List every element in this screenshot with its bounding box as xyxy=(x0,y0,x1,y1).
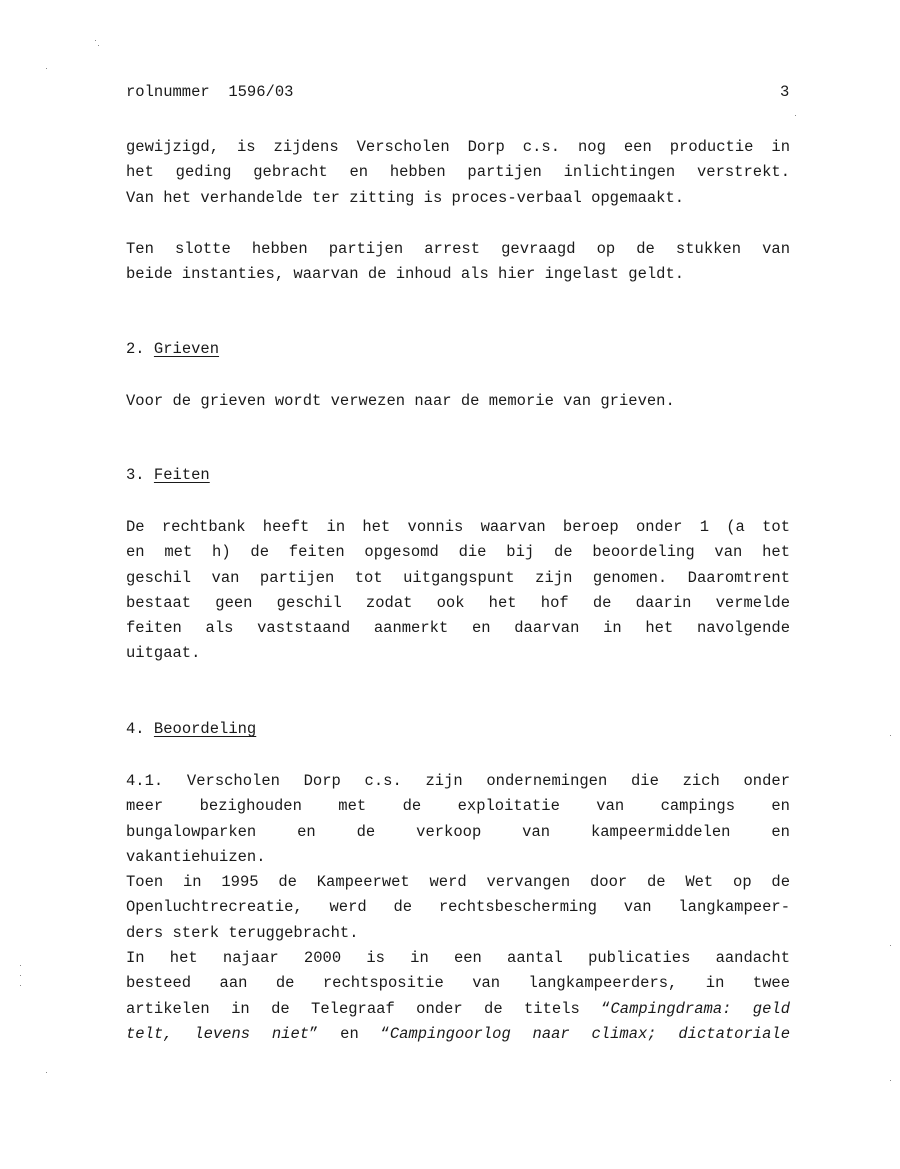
text-line: Voor de grieven wordt verwezen naar de memorie van grieven. xyxy=(126,392,675,410)
text-line: en met h) de feiten opgesomd die bij de beoordeling van het xyxy=(126,543,790,562)
grieven-paragraph xyxy=(126,389,790,414)
text-line xyxy=(126,1022,790,1047)
text-line: beide instanties, waarvan de inhoud als hier ingelast geldt. xyxy=(126,265,685,284)
page-header xyxy=(126,83,293,101)
scan-speck xyxy=(890,735,891,736)
text-line: Openluchtrecreatie, werd de rechtsbescherming van langkampeer- xyxy=(126,898,790,917)
text-line xyxy=(126,997,790,1022)
text-line: bestaat geen geschil zodat ook het hof de daarin vermelde xyxy=(126,593,790,612)
section-number: 4. xyxy=(126,720,145,738)
text-segment: ” en “ xyxy=(309,1024,390,1043)
text-segment: artikelen in de Telegraaf onder de titels “ xyxy=(126,999,611,1018)
article-title-1-end: telt, levens niet xyxy=(126,1024,310,1043)
intro-paragraph xyxy=(126,135,790,211)
text-line: Toen in 1995 de Kampeerwet werd vervangen door de Wet op de xyxy=(126,873,790,892)
text-line: bungalowparken en de verkoop van kampeermiddelen en xyxy=(126,822,790,841)
section-heading-feiten xyxy=(126,466,210,484)
section-number: 3. xyxy=(126,466,145,484)
scan-speck xyxy=(795,115,796,116)
beoordeling-paragraph xyxy=(126,769,790,1047)
article-title-1: Campingdrama: geld xyxy=(610,999,791,1018)
text-line: vakantiehuizen. xyxy=(126,847,266,866)
scan-speck xyxy=(20,975,21,976)
case-label: rolnummer xyxy=(126,83,210,101)
text-line: feiten als vaststaand aanmerkt en daarvan in het navolgende xyxy=(126,619,790,638)
section-title: Beoordeling xyxy=(153,720,257,738)
text-line: uitgaat. xyxy=(126,644,201,663)
scan-speck xyxy=(98,45,99,46)
feiten-paragraph xyxy=(126,515,790,667)
text-line: Van het verhandelde ter zitting is proces-verbaal opgemaakt. xyxy=(126,188,685,207)
text-line: Ten slotte hebben partijen arrest gevraagd op de stukken van xyxy=(126,240,790,258)
section-number: 2. xyxy=(126,340,145,358)
section-heading-beoordeling xyxy=(126,720,256,738)
text-line: gewijzigd, is zijdens Verscholen Dorp c.s. nog een productie in xyxy=(126,138,790,156)
text-line: meer bezighouden met de exploitatie van campings en xyxy=(126,797,790,816)
scan-speck xyxy=(95,40,96,41)
case-number: 1596/03 xyxy=(228,83,294,101)
closing-paragraph xyxy=(126,237,790,288)
section-title: Grieven xyxy=(153,340,220,358)
article-title-2: Campingoorlog naar climax; dictatoriale xyxy=(389,1024,790,1043)
scan-speck xyxy=(46,1072,47,1073)
scan-speck xyxy=(20,985,21,986)
page-number: 3 xyxy=(780,83,790,101)
scan-speck xyxy=(890,1080,891,1081)
section-title: Feiten xyxy=(153,466,210,484)
scan-speck xyxy=(890,945,891,946)
scan-speck xyxy=(20,965,21,966)
text-line: het geding gebracht en hebben partijen inlichtingen verstrekt. xyxy=(126,163,790,182)
text-line: De rechtbank heeft in het vonnis waarvan beroep onder 1 (a tot xyxy=(126,518,790,536)
section-heading-grieven xyxy=(126,340,219,358)
text-line: 4.1. Verscholen Dorp c.s. zijn ondernemingen die zich onder xyxy=(126,772,790,790)
text-line: besteed aan de rechtspositie van langkampeerders, in twee xyxy=(126,974,790,993)
text-line: In het najaar 2000 is in een aantal publicaties aandacht xyxy=(126,949,790,968)
text-line: geschil van partijen tot uitgangspunt zijn genomen. Daaromtrent xyxy=(126,568,790,587)
text-line: ders sterk teruggebracht. xyxy=(126,923,359,942)
scan-speck xyxy=(46,68,47,69)
